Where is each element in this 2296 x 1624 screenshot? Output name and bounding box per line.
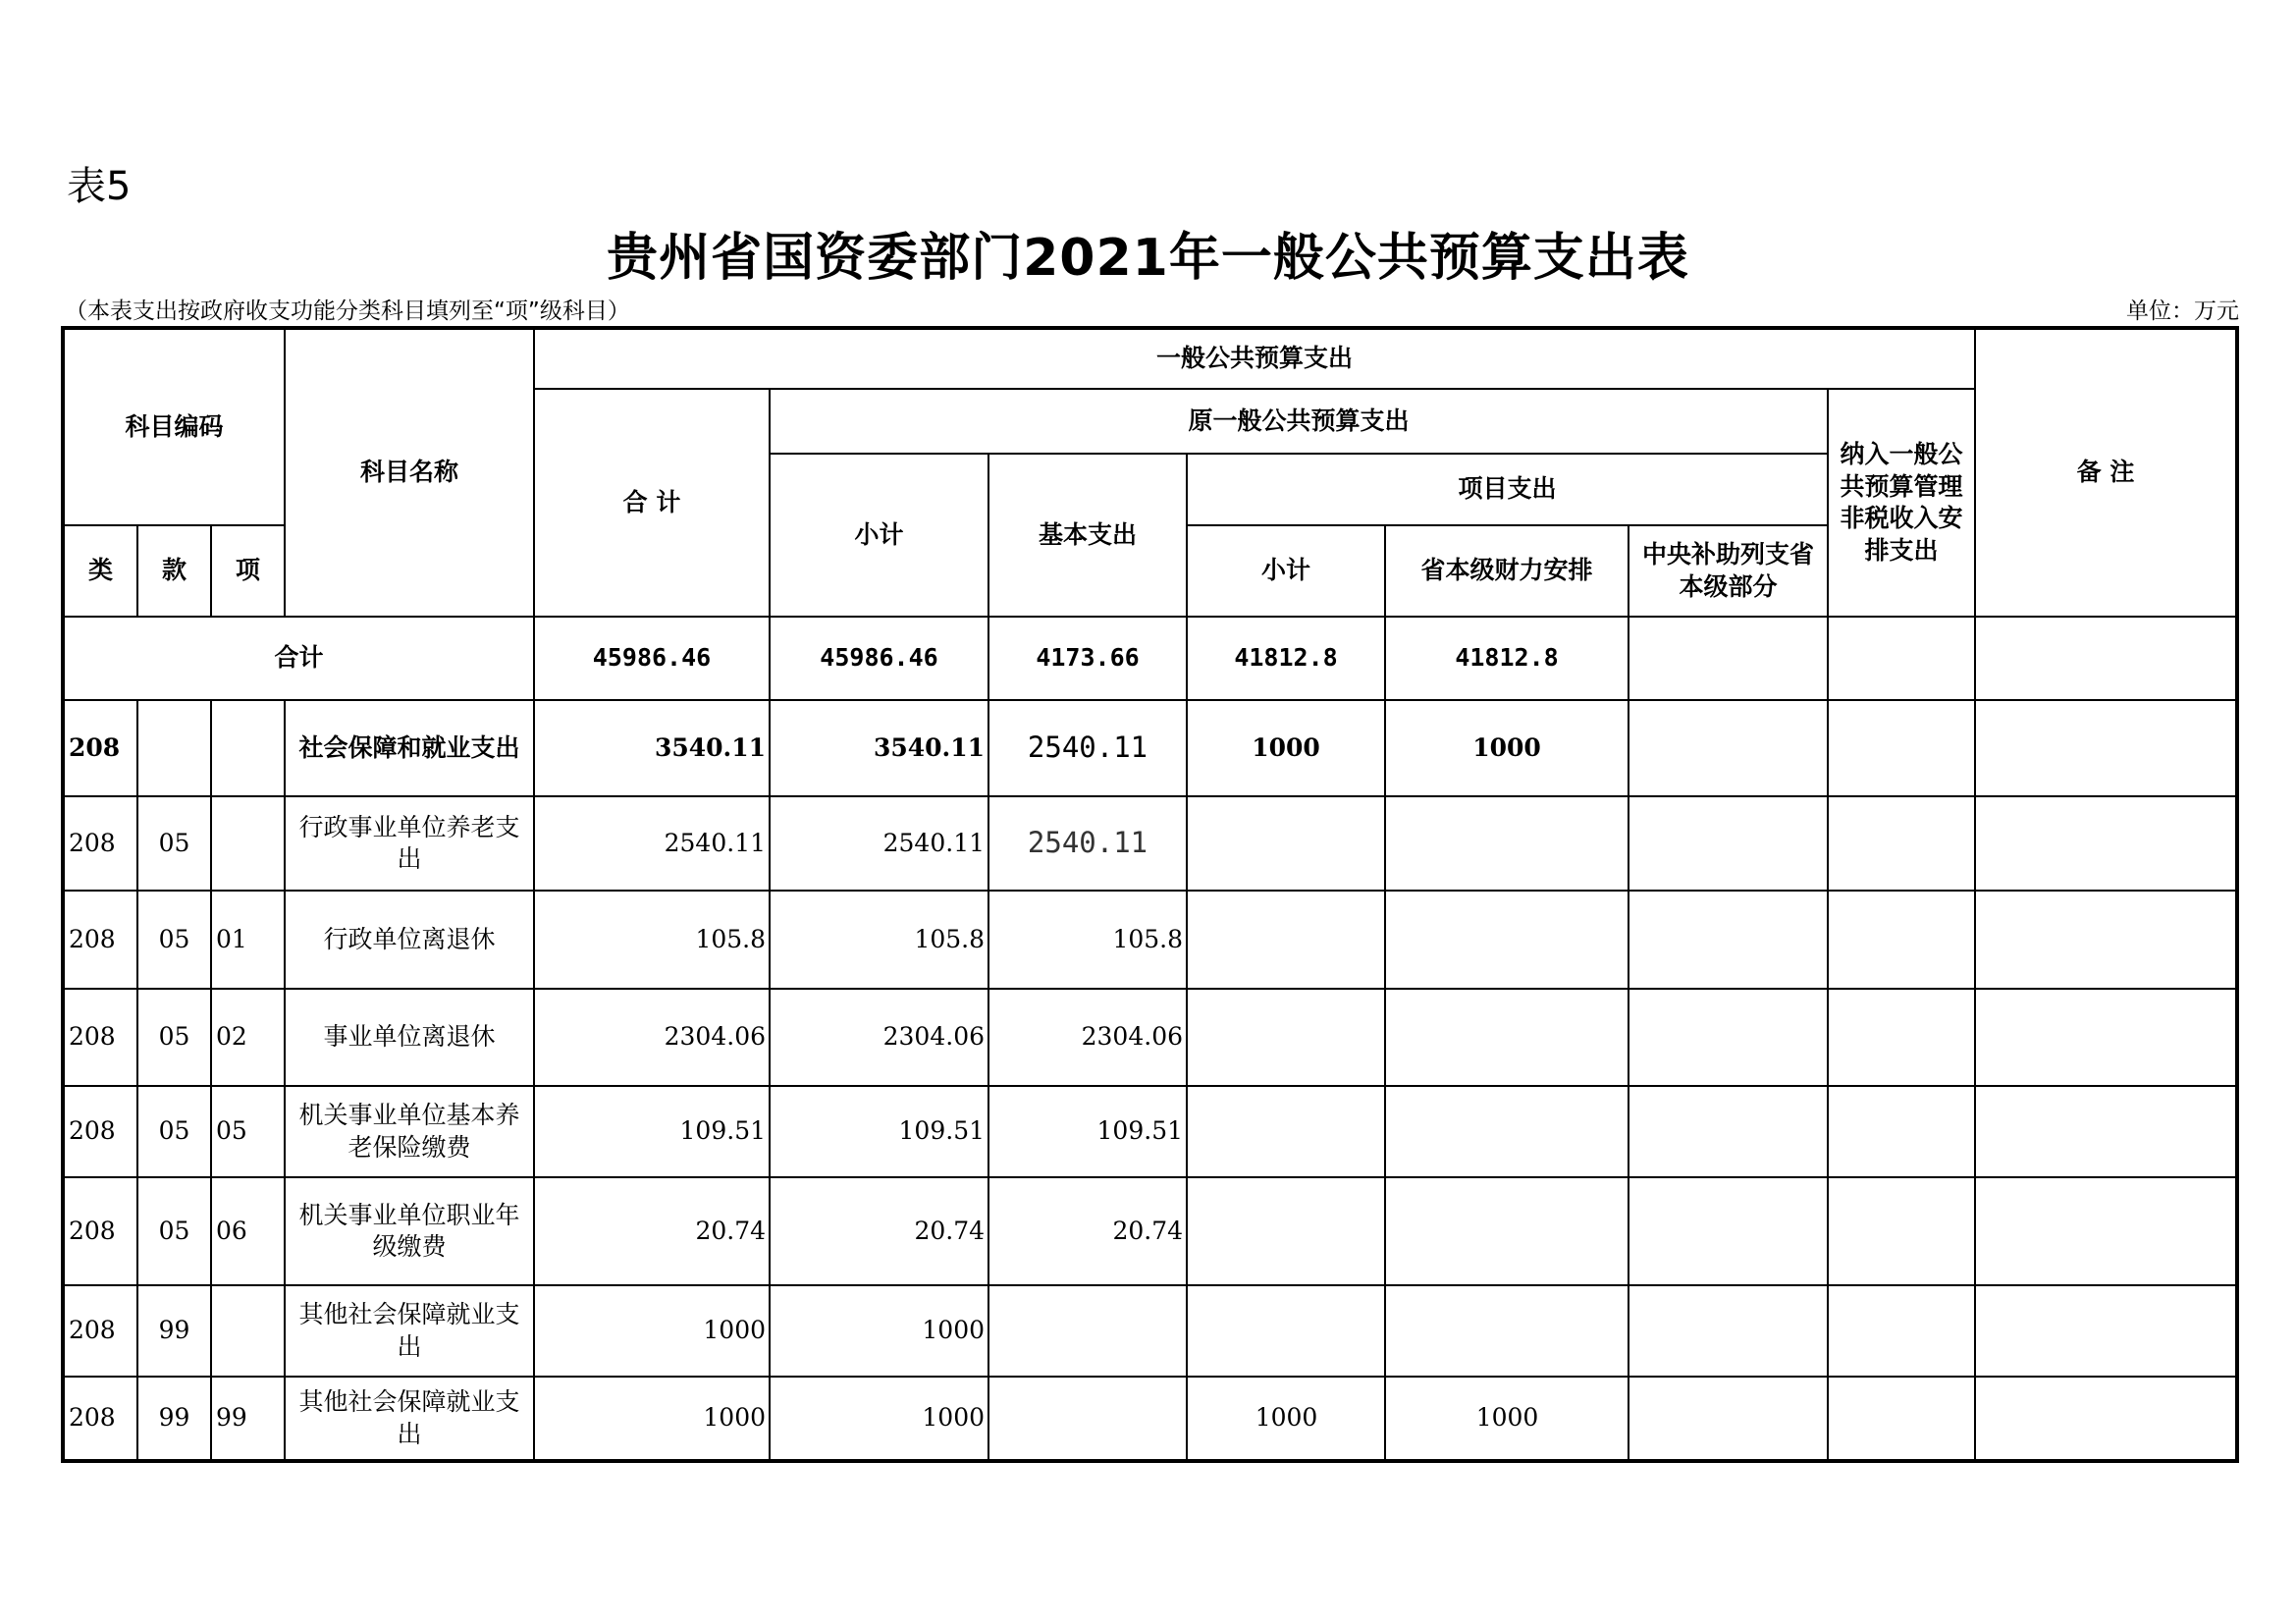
header-central: 中央补助列支省本级部分 (1629, 525, 1828, 617)
header-subtotal: 小计 (770, 454, 988, 617)
row-remark (1975, 1086, 2237, 1177)
table-row (63, 989, 2237, 1086)
total-project-subtotal: 41812.8 (1187, 617, 1385, 700)
row-lei: 208 (63, 891, 137, 989)
row-basic: 2540.11 (988, 700, 1187, 796)
row-kuan: 05 (137, 989, 211, 1086)
table-row (63, 700, 2237, 796)
row-nontax (1828, 1377, 1975, 1461)
header-row-1 (63, 328, 2237, 389)
row-total: 109.51 (534, 1086, 770, 1177)
header-code: 科目编码 (63, 328, 285, 525)
row-basic (988, 1285, 1187, 1377)
table-row (63, 1285, 2237, 1377)
row-provincial (1385, 1177, 1629, 1285)
row-xiang: 05 (211, 1086, 285, 1177)
row-basic: 105.8 (988, 891, 1187, 989)
row-nontax (1828, 1285, 1975, 1377)
row-kuan: 05 (137, 891, 211, 989)
row-subtotal: 105.8 (770, 891, 988, 989)
row-lei: 208 (63, 1086, 137, 1177)
row-remark (1975, 700, 2237, 796)
header-general: 一般公共预算支出 (534, 328, 1975, 389)
row-central (1629, 1377, 1828, 1461)
row-provincial (1385, 989, 1629, 1086)
row-lei: 208 (63, 1177, 137, 1285)
total-remark (1975, 617, 2237, 700)
row-name: 行政单位离退休 (285, 891, 534, 989)
row-basic: 2540.11 (988, 796, 1187, 891)
row-subtotal: 1000 (770, 1377, 988, 1461)
row-basic: 20.74 (988, 1177, 1187, 1285)
total-row (63, 617, 2237, 700)
row-project-subtotal (1187, 1285, 1385, 1377)
row-subtotal: 3540.11 (770, 700, 988, 796)
row-project-subtotal: 1000 (1187, 700, 1385, 796)
row-name: 事业单位离退休 (285, 989, 534, 1086)
row-provincial (1385, 1086, 1629, 1177)
row-xiang (211, 1285, 285, 1377)
row-project-subtotal (1187, 891, 1385, 989)
row-provincial (1385, 891, 1629, 989)
unit-label: 单位：万元 (2126, 298, 2239, 324)
row-total: 20.74 (534, 1177, 770, 1285)
row-nontax (1828, 891, 1975, 989)
header-total: 合 计 (534, 389, 770, 617)
total-nontax (1828, 617, 1975, 700)
row-project-subtotal (1187, 1086, 1385, 1177)
row-remark (1975, 1377, 2237, 1461)
total-provincial: 41812.8 (1385, 617, 1629, 700)
row-kuan: 99 (137, 1377, 211, 1461)
row-total: 2540.11 (534, 796, 770, 891)
row-project-subtotal: 1000 (1187, 1377, 1385, 1461)
header-remark: 备 注 (1975, 328, 2237, 617)
row-xiang: 01 (211, 891, 285, 989)
row-remark (1975, 796, 2237, 891)
budget-table (61, 326, 2239, 1463)
row-xiang: 06 (211, 1177, 285, 1285)
header-nontax: 纳入一般公共预算管理非税收入安排支出 (1828, 389, 1975, 617)
total-total: 45986.46 (534, 617, 770, 700)
row-central (1629, 1285, 1828, 1377)
row-central (1629, 989, 1828, 1086)
row-central (1629, 700, 1828, 796)
row-nontax (1828, 700, 1975, 796)
row-basic: 2304.06 (988, 989, 1187, 1086)
row-total: 1000 (534, 1285, 770, 1377)
total-label: 合计 (63, 617, 534, 700)
header-provincial: 省本级财力安排 (1385, 525, 1629, 617)
header-lei: 类 (63, 525, 137, 617)
row-kuan (137, 700, 211, 796)
row-lei: 208 (63, 1285, 137, 1377)
row-remark (1975, 989, 2237, 1086)
row-kuan: 05 (137, 1177, 211, 1285)
row-lei: 208 (63, 700, 137, 796)
row-kuan: 99 (137, 1285, 211, 1377)
row-project-subtotal (1187, 796, 1385, 891)
total-basic: 4173.66 (988, 617, 1187, 700)
row-nontax (1828, 1086, 1975, 1177)
header-original: 原一般公共预算支出 (770, 389, 1828, 454)
row-basic: 109.51 (988, 1086, 1187, 1177)
row-lei: 208 (63, 796, 137, 891)
table-note: （本表支出按政府收支功能分类科目填列至“项”级科目） (65, 298, 630, 324)
row-central (1629, 1177, 1828, 1285)
table-row (63, 1177, 2237, 1285)
header-name: 科目名称 (285, 328, 534, 617)
header-kuan: 款 (137, 525, 211, 617)
row-xiang (211, 796, 285, 891)
table-number-label: 表5 (67, 164, 132, 209)
row-lei: 208 (63, 1377, 137, 1461)
row-remark (1975, 891, 2237, 989)
row-kuan: 05 (137, 796, 211, 891)
row-nontax (1828, 796, 1975, 891)
row-central (1629, 1086, 1828, 1177)
row-xiang: 02 (211, 989, 285, 1086)
row-remark (1975, 1285, 2237, 1377)
row-total: 105.8 (534, 891, 770, 989)
row-lei: 208 (63, 989, 137, 1086)
row-nontax (1828, 989, 1975, 1086)
row-kuan: 05 (137, 1086, 211, 1177)
total-subtotal: 45986.46 (770, 617, 988, 700)
row-subtotal: 109.51 (770, 1086, 988, 1177)
row-provincial (1385, 796, 1629, 891)
row-provincial (1385, 1285, 1629, 1377)
row-remark (1975, 1177, 2237, 1285)
row-basic (988, 1377, 1187, 1461)
row-total: 1000 (534, 1377, 770, 1461)
row-central (1629, 891, 1828, 989)
table-row (63, 1086, 2237, 1177)
row-provincial: 1000 (1385, 1377, 1629, 1461)
row-name: 行政事业单位养老支出 (285, 796, 534, 891)
row-project-subtotal (1187, 989, 1385, 1086)
row-nontax (1828, 1177, 1975, 1285)
row-total: 3540.11 (534, 700, 770, 796)
row-central (1629, 796, 1828, 891)
header-basic: 基本支出 (988, 454, 1187, 617)
total-central (1629, 617, 1828, 700)
header-project: 项目支出 (1187, 454, 1828, 525)
row-total: 2304.06 (534, 989, 770, 1086)
row-subtotal: 1000 (770, 1285, 988, 1377)
row-provincial: 1000 (1385, 700, 1629, 796)
row-name: 社会保障和就业支出 (285, 700, 534, 796)
row-name: 其他社会保障就业支出 (285, 1285, 534, 1377)
row-subtotal: 20.74 (770, 1177, 988, 1285)
row-xiang (211, 700, 285, 796)
row-name: 机关事业单位基本养老保险缴费 (285, 1086, 534, 1177)
row-subtotal: 2540.11 (770, 796, 988, 891)
table-row (63, 1377, 2237, 1461)
page-title: 贵州省国资委部门2021年一般公共预算支出表 (607, 229, 1689, 288)
row-name: 机关事业单位职业年级缴费 (285, 1177, 534, 1285)
row-subtotal: 2304.06 (770, 989, 988, 1086)
row-xiang: 99 (211, 1377, 285, 1461)
table-row (63, 796, 2237, 891)
row-name: 其他社会保障就业支出 (285, 1377, 534, 1461)
table-row (63, 891, 2237, 989)
header-xiang: 项 (211, 525, 285, 617)
row-project-subtotal (1187, 1177, 1385, 1285)
header-project-subtotal: 小计 (1187, 525, 1385, 617)
